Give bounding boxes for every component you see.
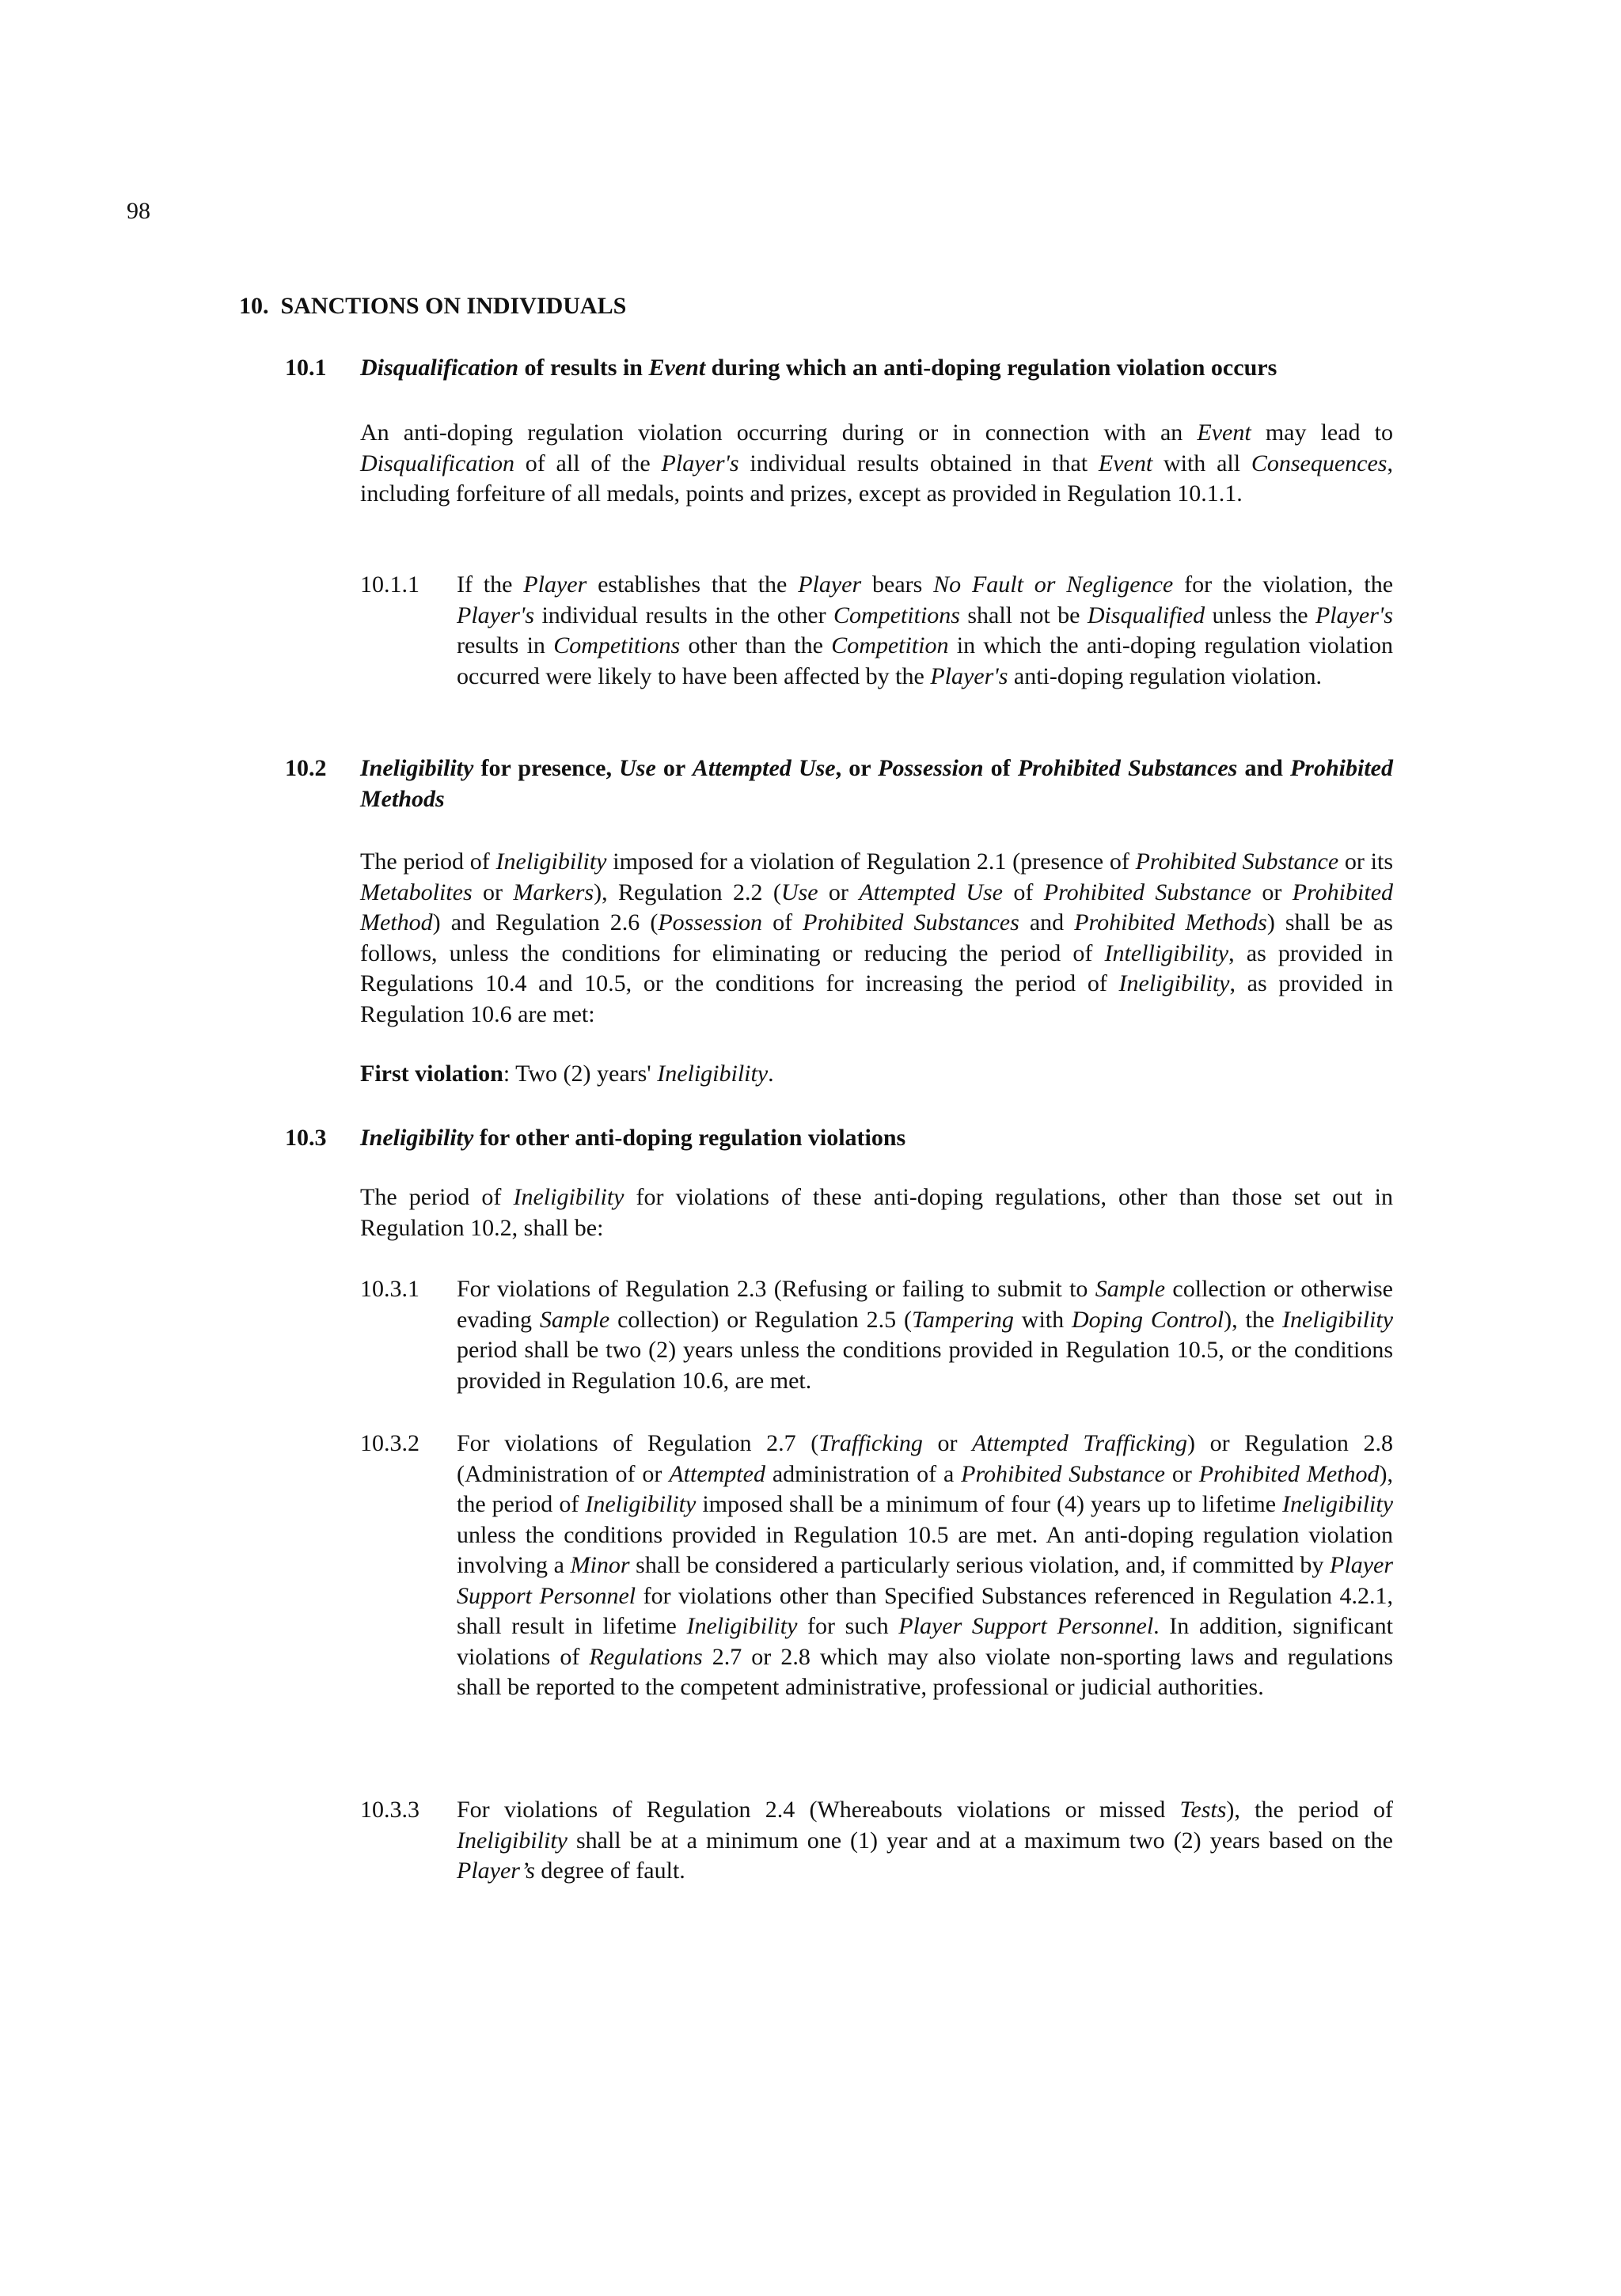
text-run: . <box>768 1061 774 1087</box>
text-run: ), the period of <box>1226 1797 1393 1823</box>
text-run: Competition <box>831 632 949 658</box>
text-run: Markers <box>513 879 594 905</box>
text-run: Doping Control <box>1072 1306 1224 1333</box>
text-run: during which an anti-doping regulation violation occurs <box>705 355 1277 381</box>
text-run: Player Support Personnel <box>457 1552 1393 1609</box>
section-heading <box>239 293 626 320</box>
text-run: for presence, <box>473 755 620 781</box>
clause-number-10-1: 10.1 <box>285 355 327 381</box>
section-number: 10. <box>239 293 269 319</box>
text-run: for other anti-doping regulation violations <box>473 1125 906 1151</box>
paragraph-10-1-1 <box>457 570 1393 692</box>
text-run: The period of <box>360 1184 514 1210</box>
text-run: Disqualification <box>360 355 519 381</box>
text-run: or its <box>1338 848 1393 875</box>
text-run: or <box>1164 1460 1199 1487</box>
text-run: or <box>655 755 693 781</box>
text-run: Event <box>1197 419 1251 446</box>
text-run: For violations of Regulation 2.4 (Whereabouts violations or missed <box>457 1797 1180 1823</box>
text-run: Tests <box>1179 1797 1227 1823</box>
text-run: Regulations <box>589 1643 703 1670</box>
text-run: Prohibited Substances <box>1017 755 1238 781</box>
text-run: administration of a <box>765 1460 962 1487</box>
text-run: Prohibited Substance <box>1043 879 1252 905</box>
text-run: or <box>818 879 860 905</box>
text-run: for such <box>797 1613 899 1639</box>
text-run: Prohibited Substance <box>961 1460 1165 1487</box>
text-run: of <box>1002 879 1044 905</box>
text-run: Prohibited Methods <box>1074 909 1267 935</box>
text-run: with all <box>1152 450 1251 476</box>
text-run: Player <box>798 571 862 598</box>
text-run: For violations of Regulation 2.7 ( <box>457 1430 819 1456</box>
text-run: and <box>1237 755 1290 781</box>
text-run: Ineligibility <box>1118 970 1230 996</box>
text-run: ) and Regulation 2.6 ( <box>432 909 659 935</box>
text-run: of results in <box>518 355 649 381</box>
text-run: individual results in the other <box>534 602 833 628</box>
text-run: Player Support Personnel <box>898 1613 1154 1639</box>
text-run: Ineligibility <box>657 1061 769 1087</box>
text-run: shall be considered a particularly serious violation, and, if committed by <box>629 1552 1331 1578</box>
text-run: Disqualified <box>1087 602 1205 628</box>
text-run: Attempted Use <box>859 879 1003 905</box>
text-run: Consequences <box>1251 450 1388 476</box>
text-run: Sample <box>539 1306 610 1333</box>
clause-heading-10-1 <box>360 353 1393 384</box>
text-run: or <box>472 879 514 905</box>
text-run: The period of <box>360 848 496 875</box>
page-number: 98 <box>127 198 150 224</box>
text-run: For violations of Regulation 2.3 (Refusing or failing to submit to <box>457 1276 1095 1302</box>
text-run: with <box>1013 1306 1072 1333</box>
paragraph-10-3 <box>360 1182 1393 1243</box>
text-run: Prohibited Substance <box>1135 848 1339 875</box>
text-run: Attempted Use <box>692 755 836 781</box>
paragraph-10-3-3 <box>457 1795 1393 1887</box>
text-run: Tampering <box>912 1306 1014 1333</box>
text-run: degree of fault. <box>534 1858 685 1884</box>
text-run: in which the anti-doping regulation violation occurred were likely to have been affected by the <box>457 632 1393 689</box>
text-run: bears <box>861 571 934 598</box>
text-run: Ineligibility <box>1282 1491 1394 1517</box>
text-run: Prohibited Method <box>360 879 1394 935</box>
text-run: unless the conditions provided in Regulation 10.5 are met. An anti-doping regulation violation involving a <box>457 1521 1393 1578</box>
text-run: individual results obtained in that <box>738 450 1099 476</box>
text-run: Competitions <box>833 602 960 628</box>
text-run: First violation <box>360 1061 503 1087</box>
text-run: period shall be two (2) years unless the conditions provided in Regulation 10.5, or the conditions provided in Regulation 10.6, are met. <box>457 1337 1393 1394</box>
text-run: Possession <box>878 755 984 781</box>
clause-number-10-3-1: 10.3.1 <box>360 1276 419 1302</box>
clause-number-10-1-1: 10.1.1 <box>360 571 419 598</box>
text-run: and <box>1019 909 1075 935</box>
text-run: ), the <box>1224 1306 1283 1333</box>
text-run: collection) or Regulation 2.5 ( <box>609 1306 912 1333</box>
text-run: Ineligibility <box>1282 1306 1394 1333</box>
clause-number-10-3-3: 10.3.3 <box>360 1797 419 1823</box>
text-run: of all of the <box>514 450 662 476</box>
text-run: for violations of these anti-doping regulations, other than those set out in Regulation 10.2, shall be: <box>360 1184 1393 1241</box>
text-run: Ineligibility <box>585 1491 697 1517</box>
text-run: ) shall be as follows, unless the conditions for eliminating or reducing the period of <box>360 909 1393 966</box>
text-run: Prohibited Substances <box>803 909 1019 935</box>
paragraph-10-1 <box>360 418 1393 510</box>
paragraph-10-2 <box>360 847 1393 1030</box>
text-run: Player’s <box>457 1858 535 1884</box>
text-run: results in <box>457 632 554 658</box>
text-run: , including forfeiture of all medals, points and prizes, except as provided in Regulation 10.1.1. <box>360 450 1393 507</box>
text-run: Disqualification <box>360 450 514 476</box>
text-run: Ineligibility <box>360 1125 474 1151</box>
text-run: Player's <box>1315 602 1394 628</box>
clause-heading-10-2 <box>360 753 1393 814</box>
text-run: Sample <box>1095 1276 1166 1302</box>
text-run: Event <box>648 355 706 381</box>
text-run: ), the period of <box>457 1460 1393 1517</box>
clause-heading-10-3 <box>360 1123 1393 1154</box>
text-run: If the <box>457 571 524 598</box>
text-run: Player's <box>930 662 1008 689</box>
text-run: Prohibited Methods <box>360 755 1393 812</box>
text-run: Intelligibility <box>1104 939 1229 966</box>
text-run: : Two (2) years' <box>503 1061 658 1087</box>
text-run: imposed for a violation of Regulation 2.1 (presence of <box>606 848 1136 875</box>
text-run: imposed shall be a minimum of four (4) years up to lifetime <box>696 1491 1283 1517</box>
text-run: shall be at a minimum one (1) year and at a maximum two (2) years based on the <box>567 1827 1393 1854</box>
text-run: Attempted <box>669 1460 765 1487</box>
text-run: Player's <box>661 450 739 476</box>
text-run: Player's <box>457 602 535 628</box>
section-title: SANCTIONS ON INDIVIDUALS <box>280 293 627 319</box>
text-run: ), Regulation 2.2 ( <box>594 879 781 905</box>
text-run: Player <box>523 571 587 598</box>
text-run: . In addition, significant violations of <box>457 1613 1393 1670</box>
text-run: Prohibited Method <box>1198 1460 1380 1487</box>
text-run: Use <box>619 755 656 781</box>
text-run: , as provided in Regulations 10.4 and 10.5, or the conditions for increasing the period of <box>360 939 1393 996</box>
text-run: Metabolites <box>360 879 473 905</box>
text-run: may lead to <box>1251 419 1394 446</box>
text-run: Trafficking <box>818 1430 923 1456</box>
text-run: other than the <box>680 632 832 658</box>
text-run: shall not be <box>959 602 1088 628</box>
text-run: Attempted Trafficking <box>972 1430 1188 1456</box>
text-run: Competitions <box>553 632 681 658</box>
text-run: for the violation, the <box>1173 571 1394 598</box>
first-violation-line <box>360 1059 1393 1090</box>
text-run: for violations other than Specified Substances referenced in Regulation 4.2.1, shall result in lifetime <box>457 1582 1393 1639</box>
paragraph-10-3-1 <box>457 1274 1393 1396</box>
text-run: Use <box>780 879 818 905</box>
text-run: ) or Regulation 2.8 (Administration of or <box>457 1430 1393 1487</box>
text-run: establishes that the <box>587 571 799 598</box>
text-run: anti-doping regulation violation. <box>1008 662 1322 689</box>
text-run: collection or otherwise evading <box>457 1276 1393 1333</box>
text-run: or <box>922 1430 973 1456</box>
clause-number-10-3-2: 10.3.2 <box>360 1430 419 1456</box>
clause-number-10-2: 10.2 <box>285 755 327 781</box>
text-run: unless the <box>1205 602 1315 628</box>
text-run: Ineligibility <box>360 755 474 781</box>
text-run: Ineligibility <box>495 848 607 875</box>
text-run: 2.7 or 2.8 which may also violate non-sporting laws and regulations shall be reported to the competent administrative, professional or judicial authorities. <box>457 1643 1393 1700</box>
text-run: , or <box>835 755 879 781</box>
clause-number-10-3: 10.3 <box>285 1125 327 1151</box>
text-run: Possession <box>658 909 763 935</box>
text-run: Ineligibility <box>457 1827 568 1854</box>
text-run: An anti-doping regulation violation occurring during or in connection with an <box>360 419 1198 446</box>
text-run: , as provided in Regulation 10.6 are met: <box>360 970 1393 1027</box>
text-run: Ineligibility <box>513 1184 624 1210</box>
text-run: Ineligibility <box>686 1613 798 1639</box>
paragraph-10-3-2 <box>457 1429 1393 1703</box>
text-run: Event <box>1098 450 1153 476</box>
text-run: of <box>983 755 1018 781</box>
text-run: Minor <box>570 1552 630 1578</box>
text-run: No Fault or Negligence <box>933 571 1174 598</box>
text-run: of <box>762 909 803 935</box>
text-run: or <box>1251 879 1293 905</box>
